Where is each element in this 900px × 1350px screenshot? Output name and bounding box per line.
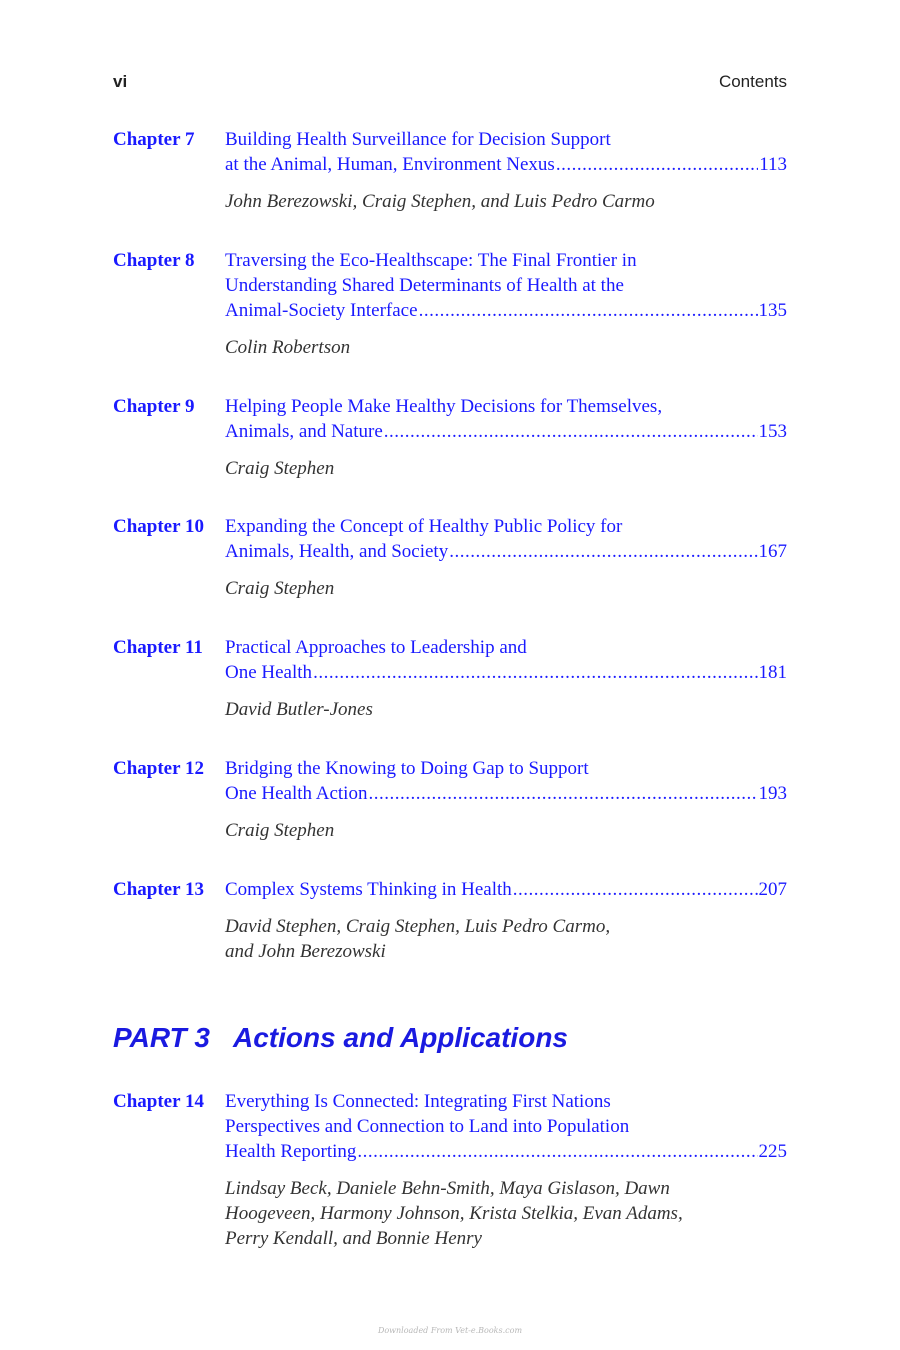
chapter-authors (225, 335, 787, 360)
chapter-title-last-line[interactable] (225, 298, 787, 323)
chapter-title-text[interactable]: Animals, Health, and Society (225, 541, 449, 562)
chapter-title-line[interactable]: Helping People Make Healthy Decisions for Themselves, (225, 396, 663, 417)
chapter-label[interactable]: Chapter 11 (113, 637, 203, 658)
chapter-title-line[interactable]: Building Health Surveillance for Decision Support (225, 129, 611, 150)
dot-leader (449, 539, 757, 564)
chapter-title-text[interactable]: Animal-Society Interface (225, 300, 418, 321)
author-line: Perry Kendall, and Bonnie Henry (225, 1228, 482, 1249)
chapter-title-last-line[interactable] (225, 877, 787, 902)
chapter-title-line[interactable]: Everything Is Connected: Integrating First Nations (225, 1091, 611, 1112)
chapter-title-text[interactable]: Health Reporting (225, 1141, 357, 1162)
part-number: PART 3 (113, 1022, 210, 1053)
part-heading (113, 1022, 568, 1054)
chapter-body (225, 756, 787, 843)
chapter-title-line[interactable]: Bridging the Knowing to Doing Gap to Support (225, 758, 589, 779)
chapter-body (225, 514, 787, 601)
chapter-title-text[interactable]: Complex Systems Thinking in Health (225, 879, 512, 900)
download-credit: Downloaded From Vet-e.Books.com (377, 1326, 523, 1335)
page-header (113, 72, 787, 96)
chapter-authors (225, 1176, 787, 1251)
author-line: Craig Stephen (225, 458, 335, 479)
dot-leader (357, 1139, 757, 1164)
author-line: Craig Stephen (225, 578, 335, 599)
chapter-title-text[interactable]: One Health Action (225, 783, 368, 804)
author-line: John Berezowski, Craig Stephen, and Luis Pedro Carmo (225, 191, 655, 212)
author-line: Lindsay Beck, Daniele Behn-Smith, Maya Gislason, Dawn (225, 1178, 670, 1199)
chapter-authors (225, 914, 787, 964)
dot-leader (313, 660, 757, 685)
dot-leader (513, 877, 758, 902)
chapter-title-last-line[interactable] (225, 419, 787, 444)
chapter-label[interactable]: Chapter 8 (113, 250, 195, 271)
chapter-label[interactable]: Chapter 7 (113, 129, 195, 150)
dot-leader (384, 419, 758, 444)
chapter-title-last-line[interactable] (225, 1139, 787, 1164)
chapter-authors (225, 576, 787, 601)
author-line: Craig Stephen (225, 820, 335, 841)
chapter-page-number[interactable]: 225 (758, 1141, 787, 1162)
author-line: and John Berezowski (225, 941, 386, 962)
chapter-authors (225, 697, 787, 722)
chapter-title-line[interactable]: Traversing the Eco-Healthscape: The Final Frontier in (225, 250, 637, 271)
chapter-title-line[interactable]: Practical Approaches to Leadership and (225, 637, 527, 658)
chapter-page-number[interactable]: 113 (759, 154, 787, 175)
chapter-title-text[interactable]: One Health (225, 662, 313, 683)
chapter-title-line[interactable]: Perspectives and Connection to Land into Population (225, 1116, 630, 1137)
author-line: Colin Robertson (225, 337, 351, 358)
chapter-body (225, 877, 787, 964)
chapter-title-last-line[interactable] (225, 152, 787, 177)
chapter-authors (225, 189, 787, 214)
chapter-label[interactable]: Chapter 14 (113, 1091, 204, 1112)
chapter-page-number[interactable]: 153 (758, 421, 787, 442)
chapter-page-number[interactable]: 167 (758, 541, 787, 562)
chapter-page-number[interactable]: 193 (758, 783, 787, 804)
chapter-title-last-line[interactable] (225, 660, 787, 685)
chapter-page-number[interactable]: 181 (758, 662, 787, 683)
chapter-body (225, 127, 787, 214)
chapter-title-last-line[interactable] (225, 781, 787, 806)
running-title: Contents (718, 72, 787, 91)
chapter-title-line[interactable]: Expanding the Concept of Healthy Public Policy for (225, 516, 623, 537)
chapter-label[interactable]: Chapter 13 (113, 879, 204, 900)
chapter-label[interactable]: Chapter 9 (113, 396, 195, 417)
chapter-authors (225, 818, 787, 843)
chapter-page-number[interactable]: 135 (758, 300, 787, 321)
chapter-title-text[interactable]: at the Animal, Human, Environment Nexus (225, 154, 555, 175)
author-line: David Butler-Jones (225, 699, 373, 720)
author-line: David Stephen, Craig Stephen, Luis Pedro Carmo, (225, 916, 611, 937)
author-line: Hoogeveen, Harmony Johnson, Krista Stelkia, Evan Adams, (225, 1203, 683, 1224)
dot-leader (368, 781, 757, 806)
chapter-title-line[interactable]: Understanding Shared Determinants of Health at the (225, 275, 624, 296)
chapter-page-number[interactable]: 207 (758, 879, 787, 900)
chapter-label[interactable]: Chapter 10 (113, 516, 204, 537)
chapter-authors (225, 456, 787, 481)
chapter-label[interactable]: Chapter 12 (113, 758, 204, 779)
chapter-body (225, 394, 787, 481)
chapter-title-text[interactable]: Animals, and Nature (225, 421, 383, 442)
chapter-body (225, 248, 787, 360)
part-title: Actions and Applications (233, 1022, 568, 1053)
chapter-title-last-line[interactable] (225, 539, 787, 564)
chapter-body (225, 1089, 787, 1251)
dot-leader (556, 152, 758, 177)
dot-leader (419, 298, 758, 323)
page-number: vi (113, 72, 128, 91)
chapter-body (225, 635, 787, 722)
